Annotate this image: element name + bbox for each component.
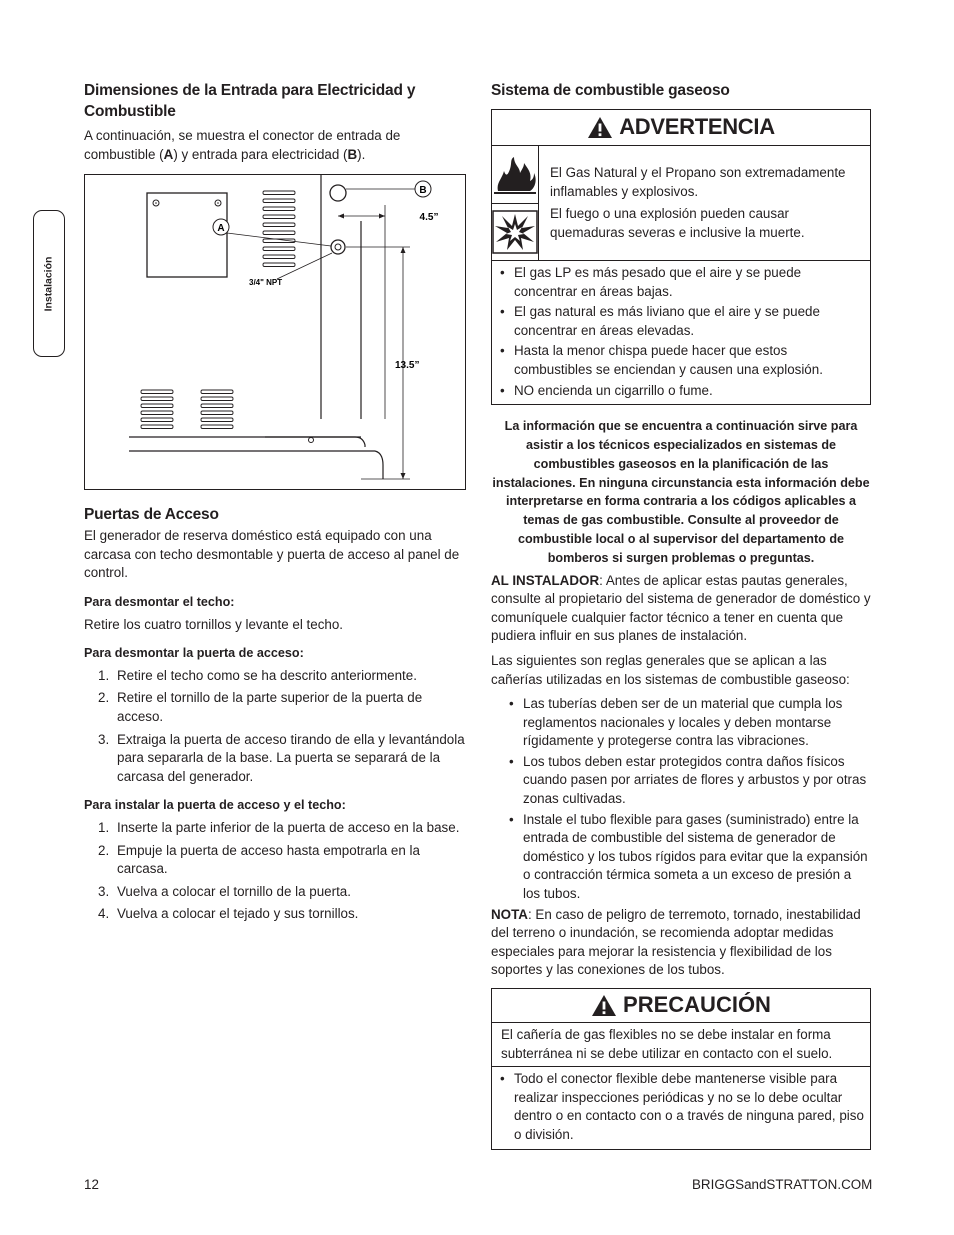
caution-text: El cañería de gas flexibles no se debe instalar en forma subterránea ni se debe utilizar en contacto con el suelo. [492,1023,870,1067]
heading-access-doors: Puertas de Acceso [84,506,219,524]
caution-triangle-icon [591,994,617,1017]
caution-title: PRECAUCIÓN [623,992,771,1018]
access-intro: El generador de reserva doméstico está equipado con una carcasa con techo desmontable y puerta de acceso al panel de control. [84,528,460,581]
svg-text:A: A [217,223,225,235]
explosion-hazard-icon [492,203,538,260]
control-panel [147,193,227,277]
lower-louvers [141,390,233,429]
warning-bullets [492,261,870,404]
heading-gas-fuel-system: Sistema de combustible gaseoso [491,82,730,99]
list-item: • Instale el tubo flexible para gases (suministrado) entre la entrada de combustible del sistema de generador de doméstico y los tubos rígidos para evitar que la expansión o contracción térmica someta a un exceso de presión a los tubos. [503,811,871,904]
technician-notice: La información que se encuentra a continuación sirve para asistir a los técnicos especializados en sistemas de combustibles gaseosos en la planificación de las instalaciones. En ninguna circunstancia esta información debe interpretarse en forma contraria a los códigos aplicables a temas de gas combustible. Consulte al proveedor de combustible local o al supervisor del departamento de bomberos si surgen problemas o preguntas. [492,419,870,565]
remove-door-steps [98,667,466,787]
heading-inlet-dimensions: Dimensiones de la Entrada para Electricidad y Combustible [84,82,416,120]
electrical-inlet [330,185,346,201]
list-item: 2. Retire el tornillo de la parte superior de la puerta de acceso. [98,690,423,724]
note-paragraph: NOTA: En caso de peligro de terremoto, tornado, inestabilidad del terreno o inundación, se recomienda adoptar medidas especiales para mejorar la resistencia y flexibilidad de los soportes y las conexiones de los tubos. [491,906,861,978]
warning-triangle-icon [587,116,613,139]
fire-hazard-icon [492,146,538,203]
svg-text:13.5”: 13.5” [395,360,420,372]
list-item: 1. Retire el techo como se ha descrito anteriormente. [98,667,417,683]
subheading-remove-door: Para desmontar la puerta de acceso: [84,646,304,661]
svg-text:3/4" NPT: 3/4" NPT [249,278,283,288]
list-item: 3. Extraiga la puerta de acceso tirando de ella y levantándola para separarla de la base. La puerta se separará de la carcasa del generador. [98,731,465,784]
list-item: 4. Vuelva a colocar el tejado y sus tornillos. [98,906,359,922]
caution-header [492,989,870,1023]
caution-box [491,988,871,1150]
list-item: • Las tuberías deben ser de un material que cumpla los reglamentos nacionales y locales y deben montarse rígidamente y protegerse contra las vibraciones. [503,695,871,751]
hazard-text-2: El fuego o una explosión pueden causar quemaduras severas e inclusive la muerte. [550,206,805,240]
caution-bullets [492,1067,870,1148]
hazard-text-1: El Gas Natural y el Propano son extremadamente inflamables y explosivos. [550,165,846,199]
list-item: • El gas LP es más pesado que el aire y se puede concentrar en áreas bajas. [494,264,864,301]
remove-roof-text: Retire los cuatro tornillos y levante el techo. [84,616,344,632]
warning-header [492,110,870,146]
list-item: 2. Empuje la puerta de acceso hasta empotrarla en la carcasa. [98,842,420,877]
install-door-steps [98,819,466,924]
warning-box [491,109,871,405]
subheading-install-door: Para instalar la puerta de acceso y el techo: [84,798,346,813]
section-tab [33,210,65,357]
list-item: • El gas natural es más liviano que el aire y se puede concentrar en áreas elevadas. [494,303,864,340]
list-item: 1. Inserte la parte inferior de la puerta de acceso en la base. [98,819,460,835]
footer-website: BRIGGSandSTRATTON.COM [692,1177,873,1192]
inlet-diagram [84,174,466,490]
list-item: • NO encienda un cigarrillo o fume. [494,382,864,401]
subheading-remove-roof: Para desmontar el techo: [84,594,235,609]
section-tab-label: Instalación [42,256,55,311]
list-item: • Todo el conector flexible debe mantenerse visible para realizar inspecciones periódicas y no se lo debe ocultar dentro o en contacto con o a través de ninguna pared, piso o división. [494,1070,864,1144]
page-number: 12 [84,1177,99,1192]
fuel-inlet [331,240,345,254]
piping-rules [503,695,871,904]
svg-text:4.5”: 4.5” [419,212,439,224]
list-item: • Los tubos deben estar protegidos contra daños físicos cuando pasen por arriates de flores y arbustos y por otras zonas cultivadas. [503,753,871,809]
hazard-text [539,146,870,260]
list-item: • Hasta la menor chispa puede hacer que estos combustibles se enciendan y causen una explosión. [494,342,864,379]
right-column [491,80,871,1150]
rules-intro: Las siguientes son reglas generales que se aplican a las cañerías utilizadas en los sistemas de combustible gaseoso: [491,652,850,687]
warning-title: ADVERTENCIA [619,114,775,140]
inlet-diagram-drawing [85,175,465,489]
left-column [84,80,466,928]
hazard-row [492,146,870,261]
svg-text:B: B [419,185,427,197]
installer-paragraph: AL INSTALADOR: Antes de aplicar estas pautas generales, consulte al propietario del sistema de generador de doméstico y comuníquele cualquier factor técnico a tener en cuenta que pudiera influir en sus planes de instalación. [491,572,871,644]
inlet-intro: A continuación, se muestra el conector de entrada de combustible (A) y entrada para electricidad (B). [84,128,401,162]
hazard-icons [492,146,539,260]
upper-louvers [263,191,295,267]
list-item: 3. Vuelva a colocar el tornillo de la puerta. [98,883,351,899]
